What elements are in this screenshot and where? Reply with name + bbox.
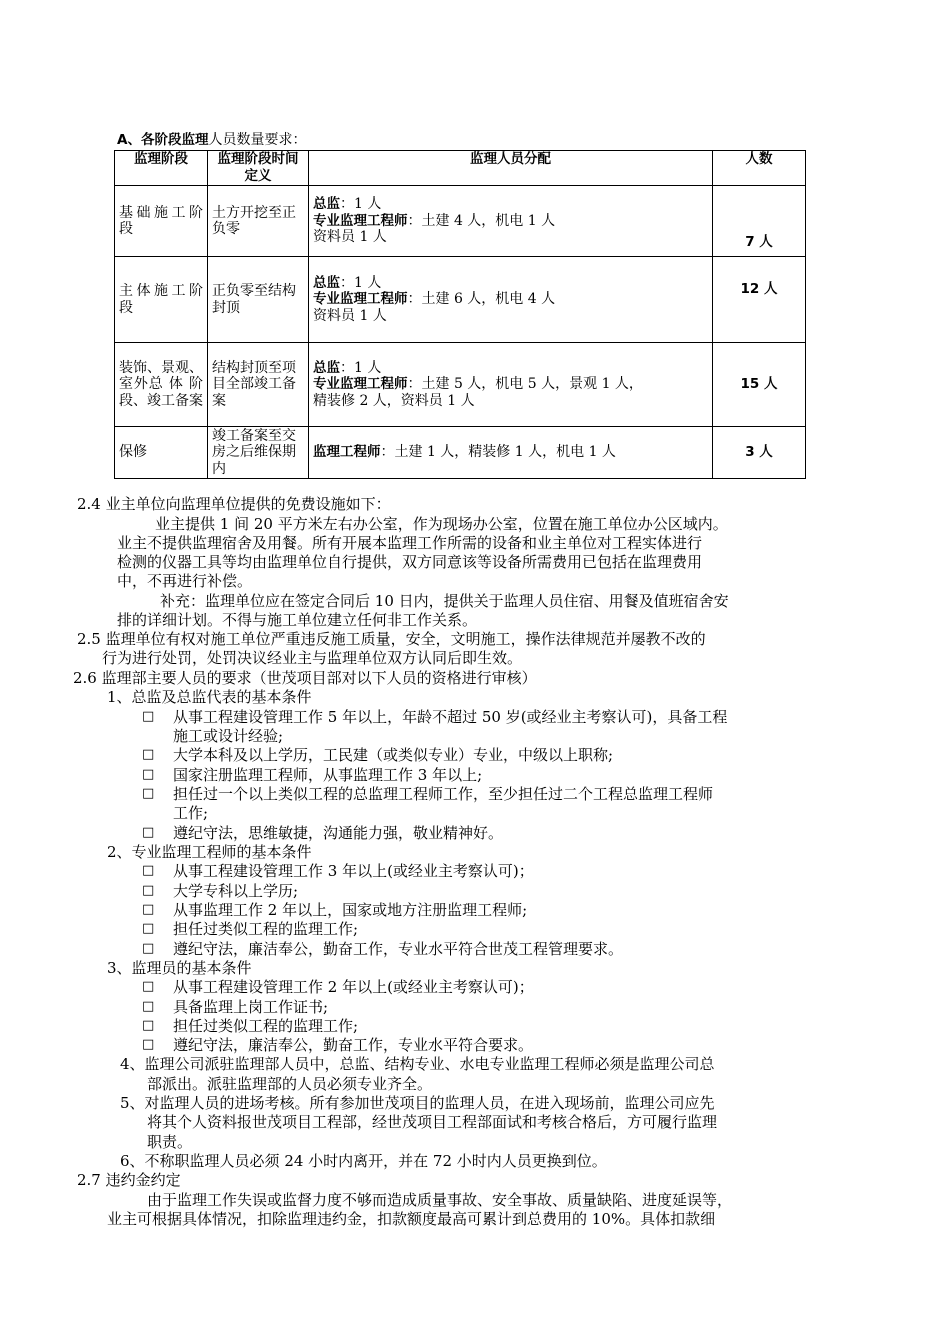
list-item: 遵纪守法，思维敏捷，沟通能力强，敬业精神好。 [173,824,504,842]
checkbox-bullet-icon: □ [142,999,155,1014]
group-title: 2、专业监理工程师的基本条件 [107,843,312,861]
caption-rest: 人员数量要求： [208,132,307,148]
header-allocation: 监理人员分配 [309,151,713,186]
role-label: 总监 [313,274,340,291]
count-cell: 15 人 [713,343,806,427]
header-definition: 监理阶段时间定义 [208,151,309,186]
caption-bold: A、各阶段监理 [117,132,209,148]
checkbox-bullet-icon: □ [142,921,155,936]
paragraph-line: 中，不再进行补偿。 [117,572,253,590]
staffing-table [114,150,806,479]
list-item: 从事工程建设管理工作 2 年以上(或经业主考察认可)； [173,978,534,996]
checkbox-bullet-icon: □ [142,941,155,956]
header-stage: 监理阶段 [115,151,208,186]
numbered-item: 4、监理公司派驻监理部人员中，总监、结构专业、水电专业监理工程师必须是监理公司总 [120,1055,715,1073]
list-item: 担任过一个以上类似工程的总监理工程师工作，至少担任过二个工程总监理工程师 [173,785,714,803]
checkbox-bullet-icon: □ [142,1037,155,1052]
checkbox-bullet-icon: □ [142,747,155,762]
checkbox-bullet-icon: □ [142,979,155,994]
allocation-cell [309,257,713,343]
count-cell: 7 人 [713,186,806,257]
role-label: 总监 [313,359,340,376]
allocation-cell [309,186,713,257]
role-label: 专业监理工程师 [313,291,408,308]
definition-cell: 土方开挖至正负零 [208,186,309,257]
group-title: 1、总监及总监代表的基本条件 [107,688,312,706]
role-text: ：1 人 [340,359,382,376]
header-count: 人数 [713,151,806,186]
role-label: 专业监理工程师 [313,212,408,229]
role-text: 精装修 2 人，资料员 1 人 [313,392,475,409]
list-item: 遵纪守法，廉洁奉公，勤奋工作，专业水平符合要求。 [173,1036,534,1054]
checkbox-bullet-icon: □ [142,1018,155,1033]
list-item: 担任过类似工程的监理工作; [173,920,359,938]
definition-cell: 正负零至结构封顶 [208,257,309,343]
checkbox-bullet-icon: □ [142,863,155,878]
allocation-cell [309,343,713,427]
list-item: 从事工程建设管理工作 5 年以上，年龄不超过 50 岁(或经业主考察认可)，具备工程 [173,708,728,726]
count-cell: 12 人 [713,257,806,343]
checkbox-bullet-icon: □ [142,709,155,724]
group-title: 3、监理员的基本条件 [107,959,252,977]
allocation-cell [309,427,713,479]
role-text: 资料员 1 人 [313,307,387,324]
checkbox-bullet-icon: □ [142,902,155,917]
checkbox-bullet-icon: □ [142,767,155,782]
checkbox-bullet-icon: □ [142,825,155,840]
list-item: 国家注册监理工程师，从事监理工作 3 年以上; [173,766,483,784]
table-row [115,427,806,479]
section-2-7-title: 2.7 违约金约定 [77,1171,181,1189]
list-item: 大学本科及以上学历，工民建（或类似专业）专业，中级以上职称; [173,746,614,764]
role-text: ：1 人 [340,196,382,213]
checkbox-bullet-icon: □ [142,786,155,801]
list-item: 遵纪守法，廉洁奉公，勤奋工作，专业水平符合世茂工程管理要求。 [173,940,624,958]
table-caption [117,131,306,149]
list-item: 具备监理上岗工作证书; [173,998,329,1016]
list-item: 从事工程建设管理工作 3 年以上(或经业主考察认可)； [173,862,534,880]
paragraph-line: 业主提供 1 间 20 平方米左右办公室，作为现场办公室，位置在施工单位办公区域内。 [155,515,728,533]
section-2-5-line: 行为进行处罚，处罚决议经业主与监理单位双方认同后即生效。 [102,649,523,667]
role-text: ：土建 4 人，机电 1 人 [407,212,556,229]
section-2-6-title: 2.6 监理部主要人员的要求（世茂项目部对以下人员的资格进行审核） [73,669,537,687]
paragraph-line: 补充：监理单位应在签定合同后 10 日内，提供关于监理人员住宿、用餐及值班宿舍安 [160,592,729,610]
table-row [115,343,806,427]
stage-cell: 主体施工阶 段 [115,257,208,343]
checkbox-bullet-icon: □ [142,883,155,898]
list-item: 工作; [173,804,209,822]
paragraph-line: 排的详细计划。不得与施工单位建立任何非工作关系。 [117,611,478,629]
role-text: ：1 人 [340,274,382,291]
numbered-item: 6、不称职监理人员必须 24 小时内离开，并在 72 小时内人员更换到位。 [120,1152,607,1170]
list-item: 从事监理工作 2 年以上，国家或地方注册监理工程师; [173,901,528,919]
role-text: 资料员 1 人 [313,229,387,246]
role-text: ：土建 5 人，机电 5 人，景观 1 人， [407,376,643,393]
table-row [115,257,806,343]
stage-cell: 装饰、景观、室外总 体 阶段、竣工备案 [115,343,208,427]
numbered-item: 职责。 [147,1133,193,1151]
role-text: ：土建 6 人，机电 4 人 [407,291,556,308]
numbered-item: 部派出。派驻监理部的人员必须专业齐全。 [147,1075,433,1093]
paragraph-line: 由于监理工作失误或监督力度不够而造成质量事故、安全事故、质量缺陷、进度延误等， [147,1191,733,1209]
section-2-5-line: 2.5 监理单位有权对施工单位严重违反施工质量，安全，文明施工，操作法律规范并屡教不改的 [77,630,706,648]
table-header-row [115,151,806,186]
role-label: 监理工程师 [313,444,381,461]
paragraph-line: 业主可根据具体情况，扣除监理违约金，扣款额度最高可累计到总费用的 10%。具体扣款细 [107,1210,716,1228]
definition-cell: 结构封顶至项目全部竣工备案 [208,343,309,427]
role-text: ：土建 1 人，精装修 1 人，机电 1 人 [380,444,616,461]
definition-cell: 竣工备案至交房之后维保期内 [208,427,309,479]
role-label: 总监 [313,196,340,213]
list-item: 大学专科以上学历; [173,882,299,900]
numbered-item: 将其个人资料报世茂项目工程部，经世茂项目工程部面试和考核合格后，方可履行监理 [147,1113,718,1131]
role-label: 专业监理工程师 [313,376,408,393]
stage-cell: 保修 [115,427,208,479]
list-item: 担任过类似工程的监理工作; [173,1017,359,1035]
count-cell: 3 人 [713,427,806,479]
table-row [115,186,806,257]
paragraph-line: 检测的仪器工具等均由监理单位自行提供，双方同意该等设备所需费用已包括在监理费用 [117,553,703,571]
stage-cell: 基础施工阶 段 [115,186,208,257]
section-2-4-title: 2.4 业主单位向监理单位提供的免费设施如下： [77,495,391,513]
list-item: 施工或设计经验; [173,727,284,745]
paragraph-line: 业主不提供监理宿舍及用餐。所有开展本监理工作所需的设备和业主单位对工程实体进行 [117,534,703,552]
numbered-item: 5、对监理人员的进场考核。所有参加世茂项目的监理人员，在进入现场前，监理公司应先 [120,1094,715,1112]
